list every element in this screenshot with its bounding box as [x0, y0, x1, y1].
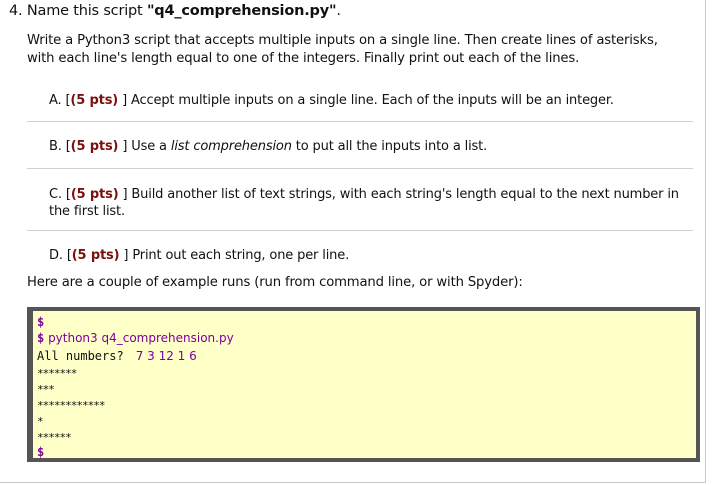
bracket-open: [: [65, 187, 71, 202]
prompt-symbol: $: [37, 315, 45, 329]
divider: [27, 121, 693, 122]
part-letter: D.: [49, 248, 63, 263]
bracket-open: [: [66, 248, 72, 263]
points-label: (5 pts): [71, 248, 120, 263]
question-heading: [9, 3, 341, 19]
part-letter: B.: [49, 139, 62, 154]
bracket-close: ]: [123, 248, 129, 263]
example-intro: Here are a couple of example runs (run from command line, or with Spyder):: [27, 275, 523, 290]
question-suffix: .: [336, 3, 341, 19]
input-value: 7 3 12 1 6: [135, 349, 197, 363]
terminal-line-prompt: [37, 315, 44, 329]
question-number: 4.: [9, 3, 23, 19]
part-text: Print out each string, one per line.: [132, 248, 350, 263]
bracket-open: [: [65, 139, 71, 154]
part-text-emphasis: list comprehension: [170, 139, 292, 154]
part-letter: C.: [49, 187, 62, 202]
script-name: "q4_comprehension.py": [146, 3, 337, 19]
bracket-open: [: [65, 93, 71, 108]
question-prefix: Name this script: [26, 3, 147, 19]
part-text-pre: Use a: [131, 139, 171, 154]
part-a: [49, 92, 689, 109]
divider: [27, 168, 693, 169]
part-text-post: to put all the inputs into a list.: [291, 139, 488, 154]
part-d: [49, 247, 689, 264]
output-line: *******: [37, 367, 77, 380]
intro-text: Write a Python3 script that accepts multiple inputs on a single line. Then create lines of asterisks, with each line's length equal to one of the integers. Finally print out each of the lines.: [27, 33, 658, 66]
points-label: (5 pts): [70, 139, 119, 154]
part-b: [49, 138, 689, 155]
output-line: ************: [37, 399, 105, 412]
terminal-line-final-prompt: [37, 445, 44, 459]
part-c: [49, 186, 689, 220]
bracket-close: ]: [122, 187, 128, 202]
output-line: ******: [37, 431, 71, 444]
terminal-line-input: [37, 349, 197, 363]
points-label: (5 pts): [70, 93, 119, 108]
part-text: Build another list of text strings, with each string's length equal to the next number in the first list.: [49, 187, 679, 219]
bracket-close: ]: [122, 93, 127, 108]
output-line: ***: [37, 383, 54, 396]
output-line: *: [37, 415, 43, 428]
terminal-line-command: [37, 331, 234, 345]
points-label: (5 pts): [70, 187, 119, 202]
input-label: All numbers?: [37, 349, 124, 363]
terminal-example: [27, 307, 700, 462]
part-letter: A.: [49, 93, 62, 108]
divider: [27, 230, 693, 231]
part-text: Accept multiple inputs on a single line. Each of the inputs will be an integer.: [130, 93, 614, 108]
prompt-symbol: $: [37, 331, 45, 345]
prompt-symbol: $: [37, 445, 45, 459]
bracket-close: ]: [122, 139, 128, 154]
terminal-command: python3 q4_comprehension.py: [48, 331, 234, 345]
